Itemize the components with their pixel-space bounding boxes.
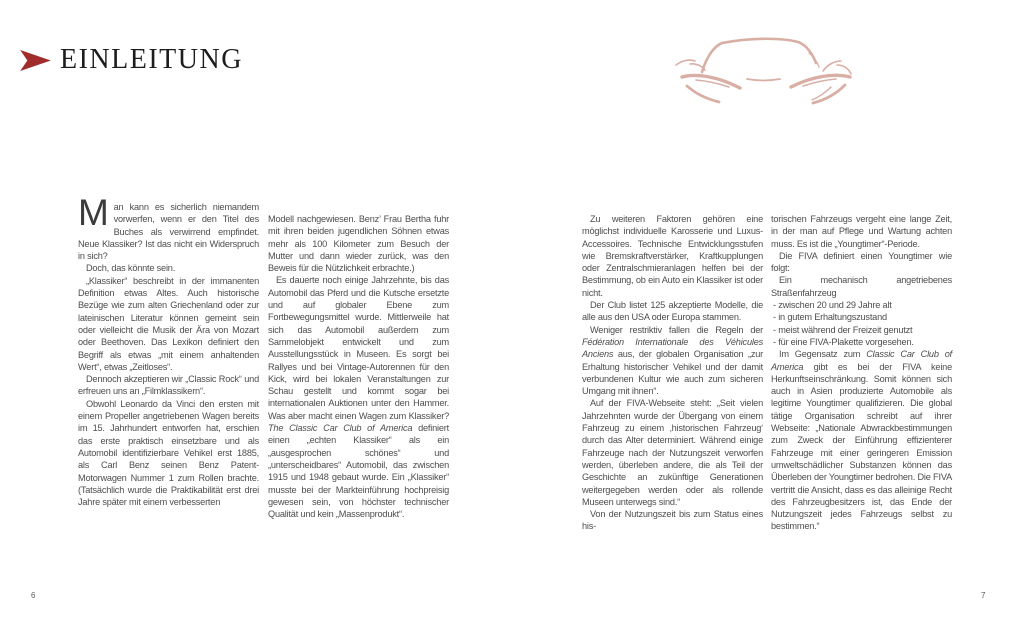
- page-number-right: 7: [981, 591, 986, 600]
- paragraph: Dennoch akzeptieren wir „Classic Rock“ und erfreuen uns an „Filmklassikern“.: [78, 374, 259, 397]
- paragraph: Zu weiteren Faktoren gehören eine möglichst individuelle Karosserie und Luxus-Accessoires. Technische Entwicklungsstufen wie Bremskraftverstärker, Kraftkupplungen oder Zentralschmieranlagen helfen bei der Bestimmung, ob ein Auto ein Klassiker ist oder nicht.: [582, 214, 763, 298]
- list-item: - meist während der Freizeit genutzt: [773, 324, 913, 335]
- chapter-heading: [20, 46, 243, 74]
- arrow-icon: [20, 49, 51, 72]
- paragraph: Die FIVA definiert einen Youngtimer wie folgt:: [771, 250, 952, 274]
- text-column-right-1: [582, 213, 763, 533]
- paragraph: Obwohl Leonardo da Vinci den ersten mit einem Propeller angetriebenen Wagen bereits im 15. Jahrhundert entworfen hat, erschien das erste praktisch einsetzbare und als Automobil identifizierbare Vehikel erst 1885, als Carl Benz seinen Benz Patent-Motorwagen Nummer 1 zum Rollen brachte. (Tatsächlich wurde die Praktikabilität erst drei Jahre später mit einem verbesserten: [78, 398, 259, 508]
- paragraph: Es dauerte noch einige Jahrzehnte, bis das Automobil das Pferd und die Kutsche ersetzte und auf globaler Ebene zum Fortbewegungsmittel wurde. Mittlerweile hat sich das Automobil außerdem zum Sammelobjekt entwickelt und zum Ausstellungsstück in Museen. Es sorgt bei Rallyes und bei Vintage-Autorennen für den Kick, wird bei lokalen Veranstaltungen zur Schau gestellt und kommt sogar bei internationalen Auktionen unter den Hammer. Was aber macht einen Wagen zum Klassiker? The Classic Car Club of America definiert einen „echten Klassiker“ als ein „ausgesprochen schönes“ und „unterscheidbares“ Automobil, das zwischen 1915 und 1948 gebaut wurde. Ein „Klassiker“ musste bei der Markteinführung hochpreisig gewesen sein, von höchster technischer Qualität und kein „Massenprodukt“.: [268, 275, 449, 520]
- list-item: - in gutem Erhaltungszustand: [773, 312, 887, 323]
- car-outline-illustration: [663, 16, 869, 116]
- text-column-left-1: [78, 192, 259, 508]
- text-column-left-2: [268, 213, 449, 520]
- paragraph: Weniger restriktiv fallen die Regeln der Fédération Internationale des Véhicules Anciens aus, der globalen Organisation „zur Erhaltung historischer Vehikel und der damit verbundenen Kultur wie auch zum sicheren Umgang mit ihnen“.: [582, 324, 763, 397]
- paragraph: torischen Fahrzeugs vergeht eine lange Zeit, in der man auf Pflege und Wartung achten muss. Es ist die „Youngtimer“-Periode.: [771, 214, 952, 249]
- paragraph: Im Gegensatz zum Classic Car Club of America gibt es bei der FIVA keine Herkunftseinschränkung. Somit können sich auch in Asien produzierte Automobile als legitime Youngtimer qualifizieren. Die global tätige Organisation schreibt auf ihrer Webseite: „Nationale Abwrackbestimmungen zum Zweck der Einführung effizienterer Fahrzeuge mit einer geringeren Emission umweltschädlicher Substanzen können das Überleben der Youngtimer bedrohen. Die FIVA vertritt die Ansicht, dass es das alleinige Recht des Fahrzeugbesitzers ist, das Ende der Nutzungszeit jedes Fahrzeugs selbst zu bestimmen.“: [771, 349, 952, 532]
- paragraph: Auf der FIVA-Webseite steht: „Seit vielen Jahrzehnten wurde der Übergang von einem Fahrzeug zu einem ‚historischen Fahrzeug‘ durch das Alter determiniert. Während einige Fahrzeuge nach der Nutzungszeit verworfen werden, überleben andere, die als Teil der Geschichte an zukünftige Generationen weitergegeben werden oder als rollende Museen unterwegs sind.“: [582, 398, 763, 507]
- paragraph: Modell nachgewiesen. Benz’ Frau Bertha fuhr mit ihren beiden jugendlichen Söhnen etwas mehr als 100 Kilometer zum Besuch der Mutter und dann wieder zurück, was den Beweis für die Nützlichkeit erbrachte.): [268, 214, 449, 274]
- page-number-left: 6: [31, 591, 36, 600]
- paragraph: „Klassiker“ beschreibt in der immanenten Definition etwas Altes. Auch historische Bezüge wie zum alten Griechenland oder zur lateinischen Literatur können gemeint sein oder vielleicht die Musik der Ära von Mozart oder Beethoven. Das Lexikon definiert den Begriff als etwas „mit einem anhaltenden Wert“, etwas „Zeitloses“.: [78, 275, 259, 372]
- paragraph: Doch, das könnte sein.: [86, 263, 176, 274]
- drop-cap: M: [78, 192, 109, 233]
- paragraph: Der Club listet 125 akzeptierte Modelle, die alle aus den USA oder Europa stammen.: [582, 300, 763, 323]
- chapter-title: EINLEITUNG: [60, 44, 243, 75]
- text-column-right-2: [771, 213, 952, 533]
- list-item: - für eine FIVA-Plakette vorgesehen.: [773, 336, 914, 347]
- paragraph: Ein mechanisch angetriebenes Straßenfahrzeug: [771, 275, 952, 298]
- list-item: - zwischen 20 und 29 Jahre alt: [773, 300, 892, 311]
- paragraph: Man kann es sicherlich niemandem vorwerfen, wenn er den Titel des Buches als verwirrend empfindet. Neue Klassiker? Ist das nicht ein Widerspruch in sich?: [78, 192, 259, 262]
- paragraph: Von der Nutzungszeit bis zum Status eines his-: [582, 509, 763, 532]
